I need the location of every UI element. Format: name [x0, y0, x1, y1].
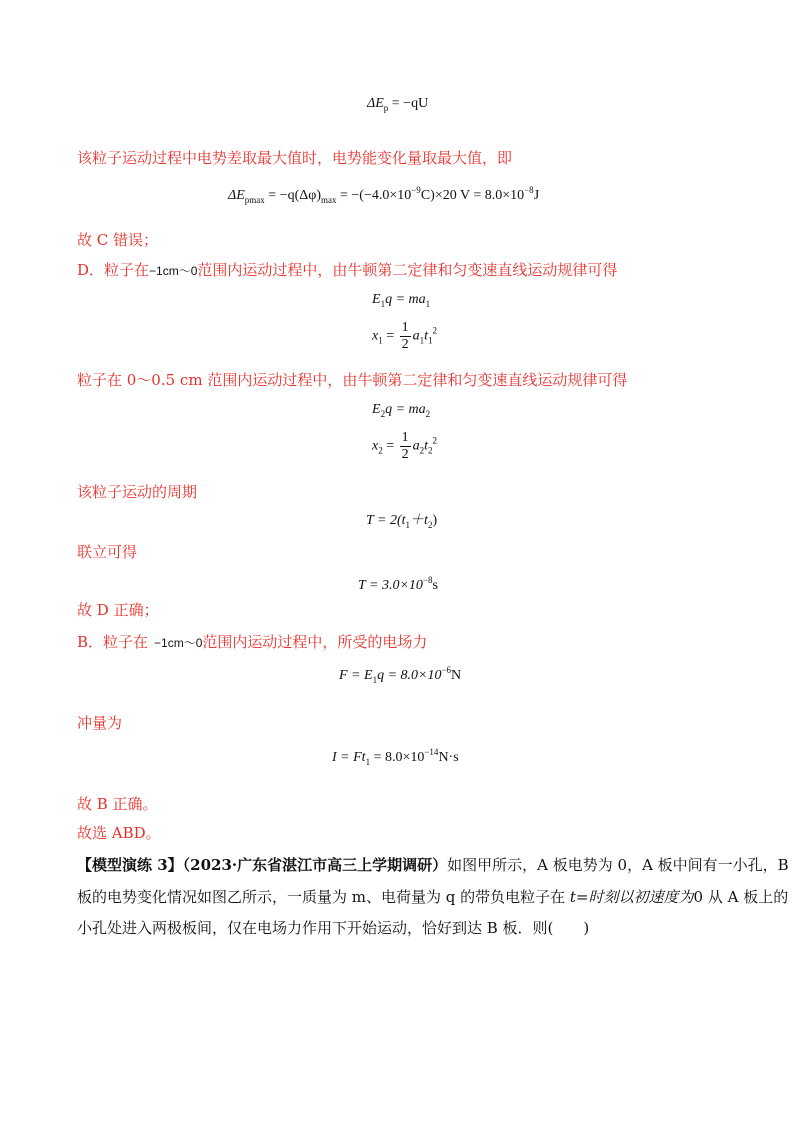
eq-sub: 1	[425, 299, 431, 309]
paragraph-max-intro: 该粒子运动过程中电势差取最大值时，电势能变化量取最大值，即	[77, 149, 513, 167]
eq-text: J	[533, 188, 540, 203]
equation-period	[366, 512, 437, 534]
paragraph-d-correct: 故 D 正确；	[77, 601, 159, 619]
eq-sub: pmax	[244, 195, 265, 205]
eq-text: t	[424, 438, 429, 454]
eq-sup: −14	[424, 747, 439, 757]
eq-sub: max	[320, 195, 337, 205]
eq-text: = 8.0×10	[370, 750, 425, 765]
eq-sub: 2	[419, 445, 425, 456]
eq-sup: −8	[422, 575, 433, 585]
eq-text: =	[382, 328, 398, 344]
eq-sub: 2	[425, 409, 431, 419]
eq-text: q = 8.0×10	[377, 668, 442, 683]
eq-text: T = 3.0×10	[358, 578, 423, 593]
eq-sup: −8	[524, 185, 534, 195]
equation-delta-ep	[367, 95, 428, 117]
eq-text: C)×20 V = 8.0×10	[420, 188, 525, 203]
eq-text: = −q(Δφ)	[264, 188, 321, 203]
equation-period-result	[358, 571, 438, 595]
text-span: 范围内运动过程中，由牛顿第二定律和匀变速直线运动规律可得	[197, 261, 618, 279]
eq-text: E	[372, 402, 381, 417]
eq-text: s	[432, 578, 438, 593]
eq-sup: −9	[411, 185, 421, 195]
eq-text: x	[372, 438, 379, 454]
eq-sub: 1	[372, 675, 378, 685]
eq-sub: 1	[365, 757, 371, 767]
equation-delta-ep-max	[228, 181, 539, 209]
fraction-numerator: 1	[401, 430, 409, 445]
eq-sub: 1	[428, 335, 433, 346]
eq-text: x	[372, 328, 379, 344]
eq-sub: 2	[380, 409, 386, 419]
equation-e2	[372, 401, 430, 423]
eq-text: I = Ft	[332, 750, 366, 765]
eq-text: E	[372, 292, 381, 307]
paragraph-b-correct: 故 B 正确。	[77, 795, 158, 813]
paragraph-combine: 联立可得	[77, 543, 138, 561]
eq-text: T = 2(t	[366, 513, 406, 528]
paragraph-period: 该粒子运动的周期	[77, 483, 198, 501]
paragraph-range2: 粒子在 0～0.5 cm 范围内运动过程中，由牛顿第二定律和匀变速直线运动规律可得	[77, 371, 628, 389]
paragraph-b-intro	[77, 632, 427, 653]
eq-sub: 2	[427, 520, 433, 530]
problem-line-3: 小孔处进入两极板间，仅在电场力作用下开始运动，恰好到达 B 板．则( )	[77, 919, 590, 937]
eq-text: a	[412, 328, 420, 344]
paragraph-d-intro	[77, 260, 617, 281]
paragraph-impulse: 冲量为	[77, 714, 123, 732]
eq-sub: 1	[380, 299, 386, 309]
eq-sup: 2	[432, 325, 438, 336]
problem-line-1	[77, 855, 789, 875]
equation-x1	[372, 320, 437, 353]
equation-e1	[372, 291, 430, 313]
eq-text: ΔE	[367, 96, 384, 111]
eq-text: q = ma	[385, 402, 426, 417]
problem-source: （2023·广东省湛江市高三上学期调研）	[182, 856, 448, 874]
text-span: D．粒子在	[77, 261, 150, 279]
paragraph-answer: 故选 ABD。	[77, 824, 161, 842]
text-span: 范围内运动过程中，所受的电场力	[202, 633, 428, 651]
eq-text: a	[412, 438, 420, 454]
equation-force	[339, 661, 461, 689]
eq-sup: −6	[441, 665, 452, 675]
text-span-italic: t=时刻以初速度为	[569, 888, 694, 906]
eq-sub: 2	[378, 445, 383, 456]
text-span: 如图甲所示，A 板电势为 0，A 板中间有一小孔，B	[447, 856, 789, 874]
eq-text: =	[382, 438, 398, 454]
eq-text: t	[424, 328, 429, 344]
eq-sub: 1	[419, 335, 425, 346]
eq-sub: 1	[378, 335, 383, 346]
paragraph-c-wrong: 故 C 错误；	[77, 231, 159, 249]
fraction	[400, 320, 411, 353]
eq-sub: 1	[405, 520, 411, 530]
eq-text: )	[432, 513, 438, 528]
eq-text: ΔE	[228, 188, 245, 203]
fraction-denominator: 2	[401, 337, 409, 352]
eq-text: = −(−4.0×10	[336, 188, 412, 203]
range-label: −1cm～0	[154, 636, 203, 650]
eq-text: = −qU	[388, 96, 429, 111]
range-label: −1cm～0	[149, 264, 198, 278]
problem-tag: 【模型演练 3】	[77, 856, 183, 874]
equation-x2	[372, 430, 437, 463]
eq-text: N·s	[438, 750, 459, 765]
eq-text: F = E	[339, 668, 373, 683]
eq-text: N	[451, 668, 462, 683]
fraction	[400, 430, 411, 463]
text-span: 板的电势变化情况如图乙所示，一质量为 m、电荷量为 q 的带负电粒子在	[77, 888, 570, 906]
text-span: B．粒子在	[77, 633, 149, 651]
text-span: 0 从 A 板上的	[693, 888, 789, 906]
equation-impulse	[332, 743, 459, 771]
eq-sup: 2	[432, 435, 438, 446]
fraction-numerator: 1	[401, 320, 409, 335]
eq-text: ＋t	[410, 513, 428, 528]
problem-line-2	[77, 887, 788, 907]
eq-text: q = ma	[385, 292, 426, 307]
eq-sub: 2	[428, 445, 433, 456]
fraction-denominator: 2	[401, 447, 409, 462]
eq-sub: p	[383, 103, 389, 113]
